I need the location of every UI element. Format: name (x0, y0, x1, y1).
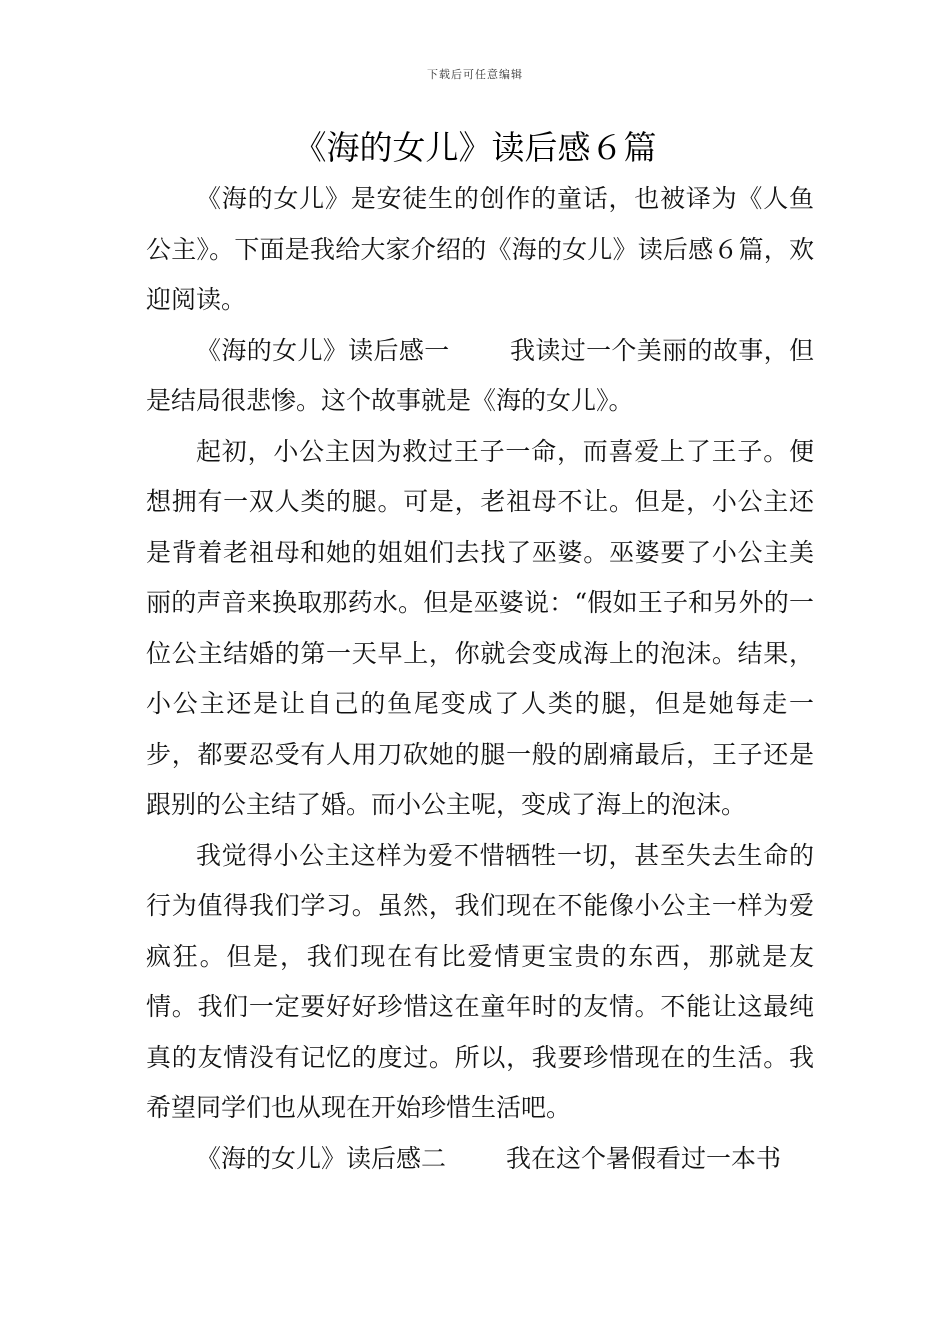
document-title: 《海的女儿》读后感６篇 (293, 128, 657, 167)
section-2-paragraph (146, 1134, 814, 1185)
intro-paragraph: 《海的女儿》是安徒生的创作的童话，也被译为《人鱼公主》。下面是我给大家介绍的《海的女儿》读后感６篇，欢迎阅读。 (146, 184, 814, 314)
story-paragraph: 起初，小公主因为救过王子一命，而喜爱上了王子。便想拥有一双人类的腿。可是，老祖母不让。但是，小公主还是背着老祖母和她的姐姐们去找了巫婆。巫婆要了小公主美丽的声音来换取那药水。但是巫婆说：“假如王子和另外的一位公主结婚的第一天早上，你就会变成海上的泡沫。结果，小公主还是让自己的鱼尾变成了人类的腿，但是她每走一步，都要忍受有人用刀砍她的腿一般的剧痛最后，王子还是跟别的公主结了婚。而小公主呢，变成了海上的泡沫。 (146, 436, 814, 819)
section-1-paragraph (146, 326, 814, 427)
header-note: 下载后可任意编辑 (427, 68, 523, 81)
section-1-heading: 《海的女儿》读后感一 (196, 335, 450, 365)
section-1-opening: 我读过一个美丽的故事，但是结局很悲惨。这个故事就是《海的女儿》。 (146, 335, 814, 415)
section-2-heading: 《海的女儿》读后感二 (196, 1143, 447, 1173)
reflection-paragraph: 我觉得小公主这样为爱不惜牺牲一切，甚至失去生命的行为值得我们学习。虽然，我们现在不能像小公主一样为爱疯狂。但是，我们现在有比爱情更宝贵的东西，那就是友情。我们一定要好好珍惜这在童年时的友情。不能让这最纯真的友情没有记忆的度过。所以，我要珍惜现在的生活。我希望同学们也从现在开始珍惜生活吧。 (146, 840, 814, 1122)
document-body (146, 174, 814, 1184)
section-2-opening: 我在这个暑假看过一本书 (506, 1143, 782, 1173)
